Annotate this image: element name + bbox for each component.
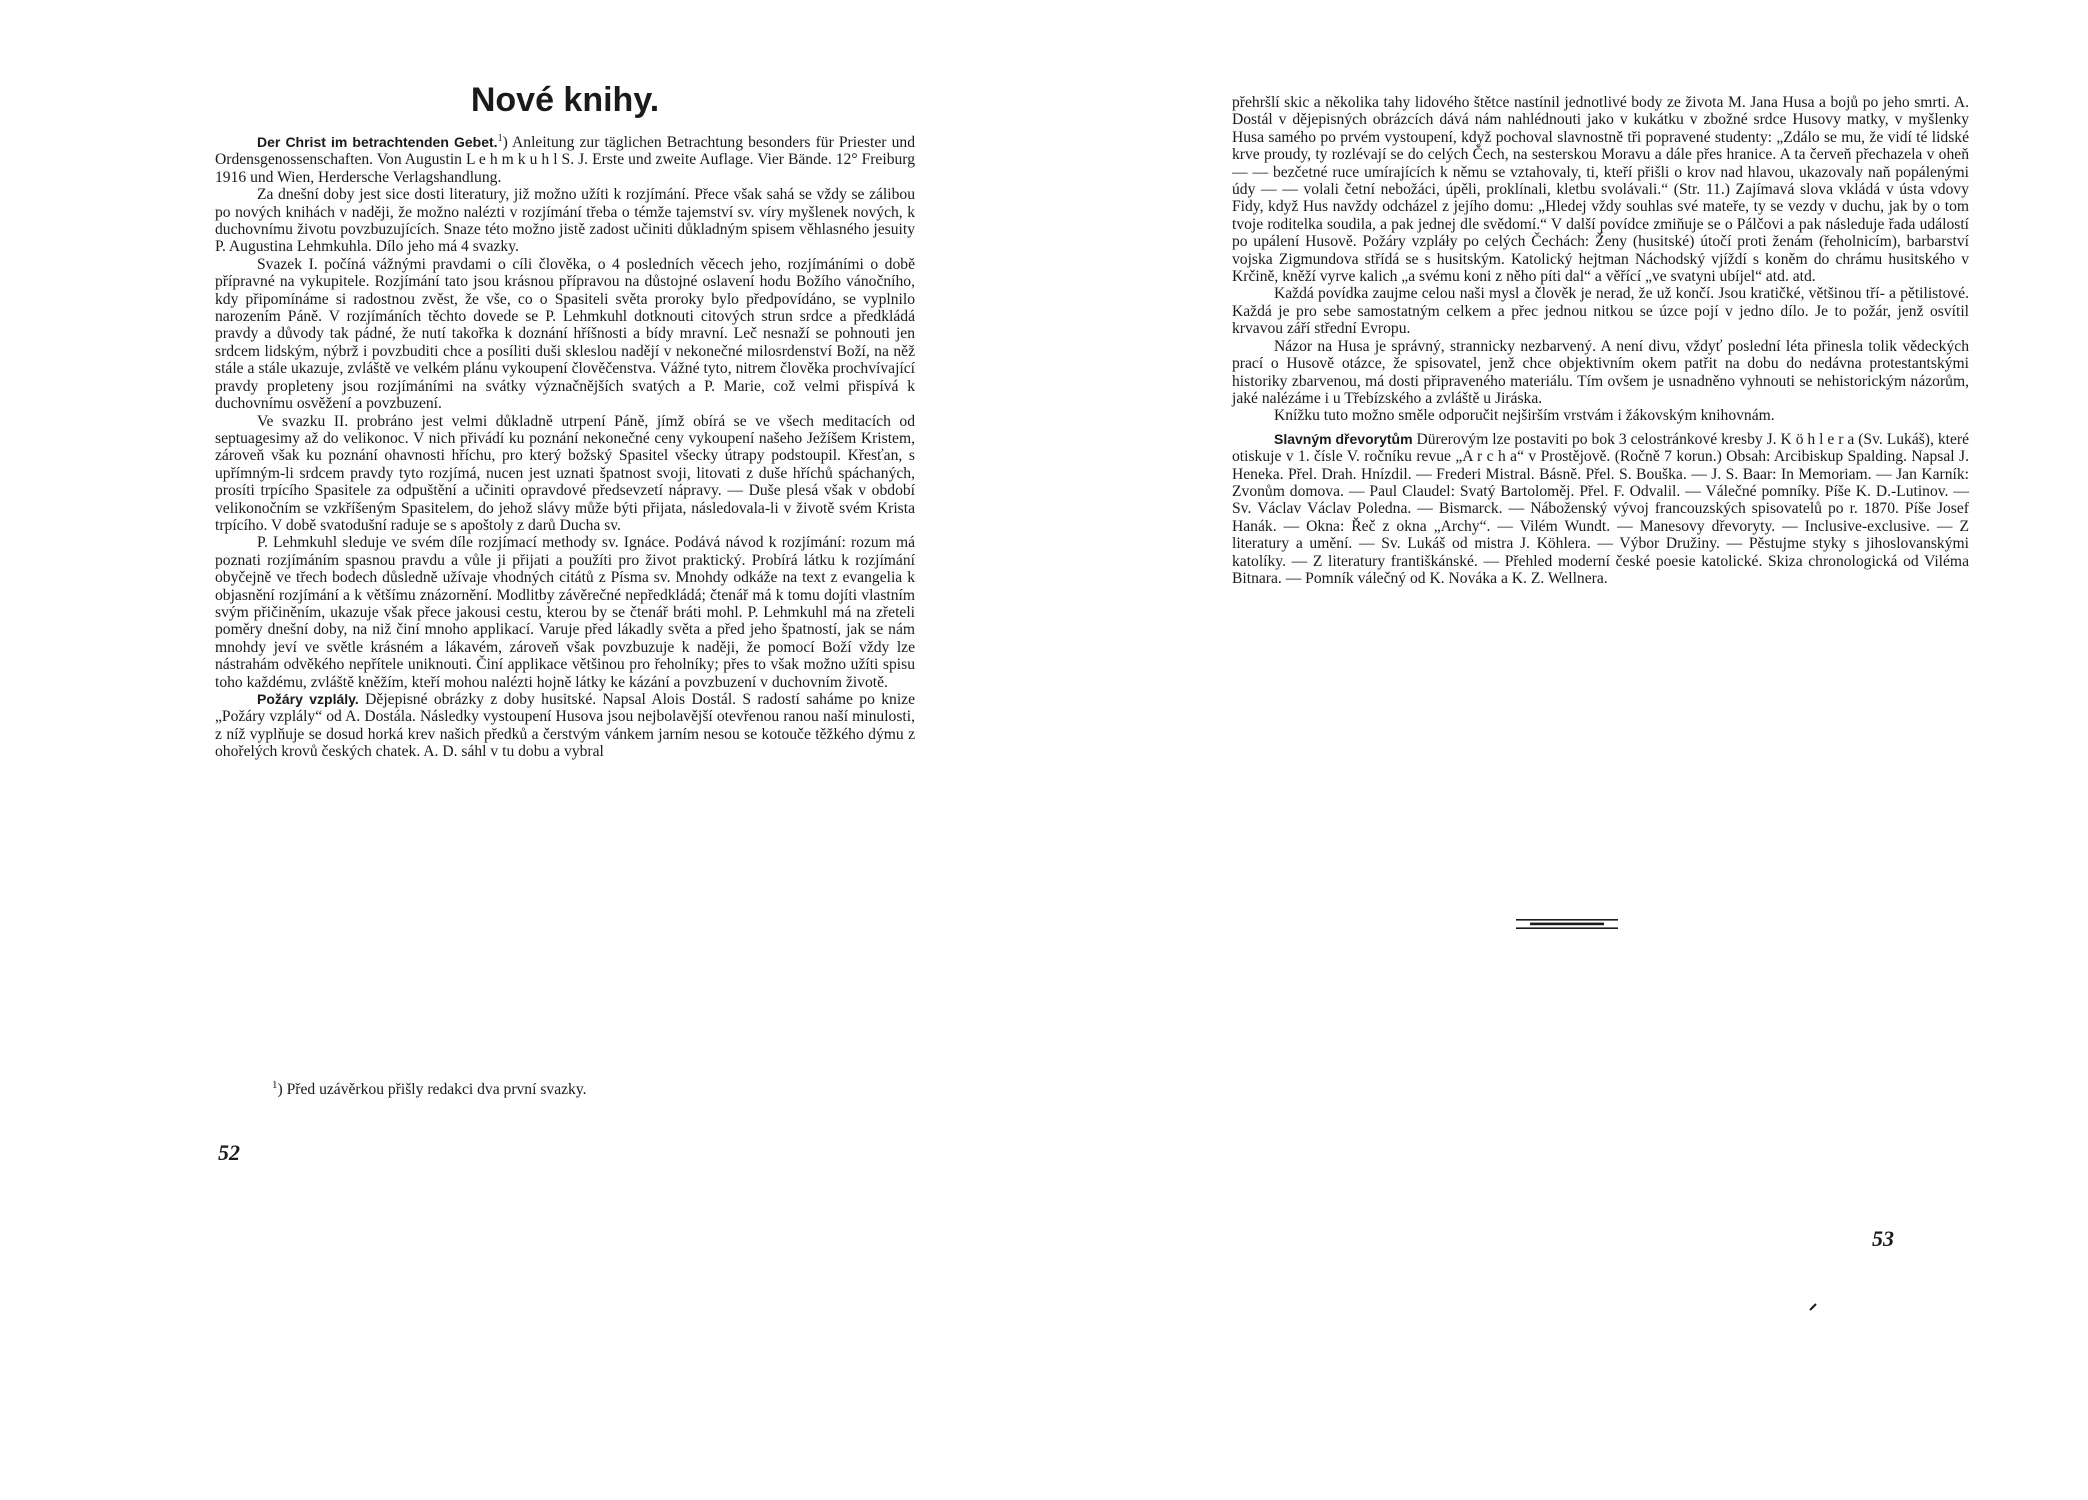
paragraph: Každá povídka zaujme celou naši mysl a člověk je nerad, že už končí. Jsou kratičké, většinou tří- a pětilistové. Každá je pro sebe samostatným celkem a přec jednou nitkou se úzce pojí v jedno dílo. Je to požár, jenž osvítil krvavou září střední Evropu. [1232, 285, 1969, 338]
footnote-text: ) Před uzávěrkou přišly redakci dva první svazky. [277, 1081, 587, 1098]
paragraph: přehršlí skic a několika tahy lidového štětce nastínil jednotlivé body ze života M. Jana Husa a bojů po jeho smrti. A. Dostál v dějepisných obrázcích dává nám nahlédnouti jako v kukátku v zbožné srdce Husovy matky, v myšlenky Husa samého po prvém vystoupení, když pochoval slavnostně tři popravené studenty: „Zdálo se mu, že vidí té lidské krve proudy, ty rozlévají se do celých Čech, na sesterskou Moravu a dále přes hranice. A ta červeň přechazela v oheň — — bezčetné ruce umírajících k němu se vztahovaly, ti, kteří přišli o krov nad hlavou, ukazovaly naň popálenými údy — — volali četní nebožáci, úpěli, proklínali, kletbu svolávali.“ (Str. 11.) Zajímavá slova vkládá v ústa vdovy Fidy, když Hus navždy odcházel z jejího domu: „Hledej vždy souhlas své mateře, ty se vezdy v duchu, jak by o tom tvoje roditelka soudila, a pak jednej dle svědomí.“ V další povídce zmiňuje se o Pálčovi a pak následuje řada událostí po upálení Husově. Požáry vzpláły po celých Čechách: Ženy (husitské) útočí proti ženám (řeholnicím), barbarství vojska Zigmundova střídá se s husitským. Katolický hejtman Náchodský vjíždí s koněm do chrámu husitského v Krčině, kněží vyrve kalich „a svému koni z něho píti dal“ a věřící „ve svatyni ubíjel“ atd. atd. [1232, 94, 1969, 286]
paragraph: Za dnešní doby jest sice dosti literatury, již možno užíti k rozjímání. Přece však sahá se vždy se zálibou po nových knihách v naději, že možno nalézti v rozjímání třeba o témže tajemství sv. víry myšlenek nových, k duchovnímu životu povzbuzujících. Snaze této možno jistě zadost učiniti důkladným spisem věhlasného jesuity P. Augustina Lehmkuhla. Dílo jeho má 4 svazky. [215, 186, 915, 256]
book-entry-dostal [215, 691, 915, 761]
footnote-marker: 1 [272, 1078, 278, 1091]
footnote-marker: 1 [497, 132, 503, 144]
right-page [1044, 0, 2088, 1500]
entry-lead: Požáry vzplály. [257, 691, 359, 707]
footnote [272, 1078, 912, 1099]
book-entry-archa [1232, 431, 1969, 588]
book-entry-lehmkuhl [215, 134, 915, 186]
paragraph: Názor na Husa je správný, strannicky nezbarvený. A není divu, vždyť poslední léta přinesla tolik vědeckých prací o Husově otázce, že spisovatel, jenž chce objektivním okem patřit na dobu do nedávna protestantskými historiky zbarvenou, má dosti připraveného materiálu. Tím ovšem je usnadněno vyhnouti se nehistorickým názorům, jaké nalézáme i u Třebízského a zvláště u Jiráska. [1232, 337, 1969, 407]
entry-lead: Der Christ im betrachtenden Gebet. [257, 134, 498, 150]
left-text-column [215, 80, 915, 761]
page-number-right: 53 [1872, 1226, 1894, 1251]
entry-lead: Slavným dřevorytům [1274, 430, 1413, 447]
entry-text: ) Anleitung zur täglichen Betrachtung besonders für Priester und Ordensgenossenschaften. Von Augustin L e h m k u h l S. J. Erste und zweite Auflage. Vier Bände. 12° Freiburg 1916 und Wien, Herdersche Verlagshandlung. [215, 134, 916, 186]
stray-ink-mark [1809, 1303, 1817, 1311]
paragraph: Svazek I. počíná vážnými pravdami o cíli člověka, o 4 posledních věcech jeho, rozjímáními o době přípravné na vykupitele. Rozjímání tato jsou krásnou přípravou na důstojné oslavení hodu Božího vánočního, kdy připomínáme si radostnou zvěst, že vše, co o Spasiteli světa proroky bylo předpovídáno, se vyplnilo narozením Páně. V rozjímáních těchto dovede se P. Lehmkuhl dotknouti citových strun srdce a předkládá pravdy a důvody tak pádné, že nutí takořka k doznání hříšnosti a bídy mravní. Leč nesnaží se pohnouti jen srdcem lidským, nýbrž i povzbuditi chce a posíliti duši skleslou nadějí v nekonečné milosrdenství Boží, na něž stále a stále ukazuje, zvláště ve velkém plánu vykoupení člověčenstva. Vážné tyto, nitrem člověka prochvívající pravdy propleteny jsou rozjímáními na svátky význačnějších svatých a P. Marie, což velmi přispívá k duchovnímu osvěžení a povzbuzení. [215, 255, 915, 413]
paragraph: P. Lehmkuhl sleduje ve svém díle rozjímací methody sv. Ignáce. Podává návod k rozjímání: rozum má poznati rozjímáním spasnou pravdu a vůle ji přijati a použíti pro život praktický. Probírá látku k rozjímání obyčejně ve třech bodech důsledně užívaje vhodných citátů z Písma sv. Mnohdy odkáže na text z evangelia k objasnění rozjímání a k většímu znázornění. Modlitby závěrečné nepředkládá; čtenář má k tomu dojíti vlastním svým přičiněním, ukazuje však přece jakousi cestu, kterou by se čtenář bráti mohl. P. Lehmkuhl má na zřeteli poměry dnešní doby, na niž činí mnoho applikací. Varuje před lákadly světa a před jeho špatností, jak se nám mnohdy jeví ve světle krásném a lákavém, zároveň však povzbuzuje k naději, že pomocí Boží vždy lze nástrahám odvěkého nepřítele uniknouti. Činí applikace většinou pro řeholníky; přes to však možno užíti spisu toho každému, zvláště kněžím, kteří mohou nalézti hojně látky ke kázání a povzbuzení v duchovním životě. [215, 534, 915, 691]
paragraph: Ve svazku II. probráno jest velmi důkladně utrpení Páně, jímž obírá se ve všech meditacích od septuagesimy až do velikonoc. V nich přivádí ku poznání nekonečné ceny vykoupení našeho Ježíšem Kristem, zároveň však ku poznání ohavnosti hříchu, pro který božský Spasitel všecky útrapy podstoupil. Křesťan, s upřímným-li srdcem pravdy tyto rozjímá, nucen jest uznati špatnost svoji, litovati z duše hříchů spáchaných, prosíti trpícího Spasitele za odpuštění a učiniti opravdové předsevzetí nápravy. — Duše plesá však v období velikonočním se vzkříšeným Spasitelem, do jehož slávy může býti přijata, následovala-li v životě svém Krista trpícího. V době svatodušní raduje se s apoštoly z darů Ducha sv. [215, 412, 915, 534]
entry-text: Dürerovým lze postaviti po bok 3 celostránkové kresby J. K ö h l e r a (Sv. Lukáš), které otiskuje v 1. čísle V. ročníku revue „A r c h a“ v Prostějově. (Ročně 7 korun.) Obsah: Arcibiskup Spalding. Napsal J. Heneka. Přel. Drah. Hnízdil. — Frederi Mistral. Básně. Přel. S. Bouška. — J. S. Baar: In Memoriam. — Jan Karník: Zvonům domova. — Paul Claudel: Svatý Bartoloměj. Přel. F. Odvalil. — Válečné pomníky. Píše K. D.-Lutinov. — Sv. Václav Václav Poledna. — Bismarck. — Náboženský vývoj francouzských spisovatelů po r. 1870. Píše Josef Hanák. — Okna: Řeč z okna „Archy“. — Vilém Wundt. — Manesovy dřevoryty. — Inclusive-exclusive. — Z literatury a umění. — Sv. Lukáš od mistra J. Köhlera. — Výbor Družiny. — Pěstujme styky s jihoslovanskými katolíky. — Z literatury františkánské. — Přehled moderní české poesie katolické. Skiza chronologická od Viléma Bitnara. — Pomník válečný od K. Nováka a K. Z. Wellnera. [1232, 430, 1969, 587]
paragraph: Knížku tuto možno směle odporučit nejširším vrstvám i žákovským knihovnám. [1274, 407, 1775, 425]
section-title: Nové knihy. [470, 81, 660, 119]
right-text-column [1232, 94, 1969, 587]
entry-text: Dějepisné obrázky z doby husitské. Napsal Alois Dostál. S radostí saháme po knize „Požáry vzplály“ od A. Dostála. Následky vystoupení Husova jsou nejbolavější otevřenou ranou naší minulosti, z níž vyplňuje se dosud horká krev našich předků a čerstvým vánkem jarním nesou se kotouče těžkého dýmu z ohořelých krovů českých chatek. A. D. sáhl v tu dobu a vybral [215, 691, 915, 761]
page-number-left: 52 [218, 1140, 240, 1165]
section-divider-ornament [1516, 918, 1618, 930]
